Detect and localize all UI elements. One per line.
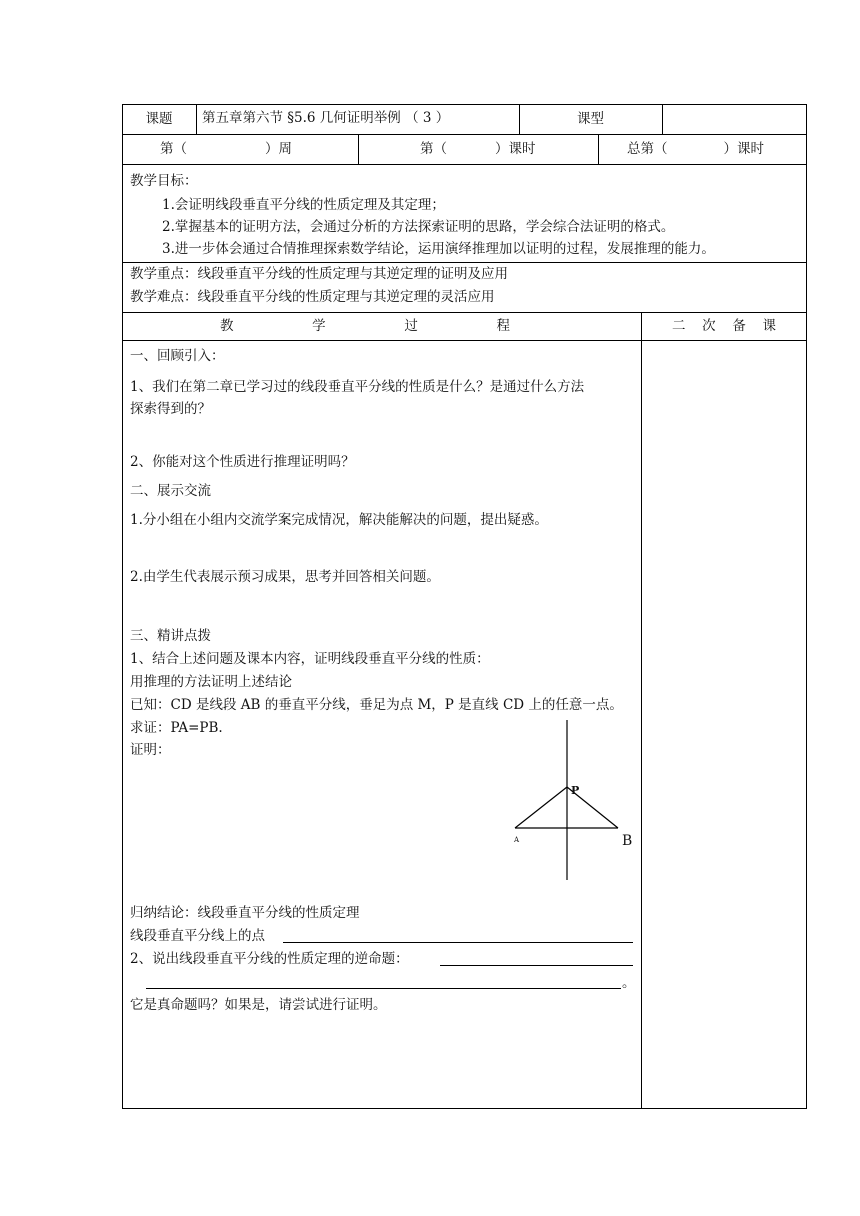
section-title: 一、回顾引入： [130, 348, 225, 364]
given-text: 已知：CD 是线段 AB 的垂直平分线，垂足为点 M，P 是直线 CD 上的任意一点。 [130, 697, 623, 713]
conclusion-blank[interactable] [283, 942, 633, 943]
key-point: 教学重点：线段垂直平分线的性质定理与其逆定理的证明及应用 [130, 266, 508, 282]
perpendicular-bisector-figure [505, 718, 665, 888]
objective-item: 3.进一步体会通过合情推理探索数学结论，运用演绎推理加以证明的过程，发展推理的能力。 [162, 241, 715, 257]
segment-pa [515, 787, 567, 828]
period-cell: 第（ ）课时 [420, 141, 536, 157]
table-border-top [122, 104, 807, 105]
question-text: 2、你能对这个性质进行推理证明吗？ [130, 454, 355, 470]
converse-text: 2、说出线段垂直平分线的性质定理的逆命题： [130, 951, 409, 967]
question-text: 1、我们在第二章已学习过的线段垂直平分线的性质是什么？是通过什么方法 [130, 379, 585, 395]
method-text: 用推理的方法证明上述结论 [130, 674, 292, 690]
process-header: 教 学 过 程 [220, 318, 510, 334]
col-divider [598, 134, 599, 164]
objectives-title: 教学目标： [130, 173, 198, 189]
activity-text: 1、结合上述问题及课本内容，证明线段垂直平分线的性质： [130, 651, 490, 667]
week-cell: 第（ ）周 [160, 141, 292, 157]
section-title: 二、展示交流 [130, 483, 211, 499]
section-title: 三、精讲点拨 [130, 628, 211, 644]
conclusion-fill: 线段垂直平分线上的点 [130, 928, 265, 944]
question-text: 探索得到的？ [130, 401, 211, 417]
row-divider [122, 164, 807, 165]
objective-item: 1.会证明线段垂直平分线的性质定理及其定理； [162, 197, 445, 213]
table-border-right [806, 104, 807, 1109]
converse-blank[interactable] [440, 965, 633, 966]
lesson-type-label: 课型 [577, 111, 604, 127]
period-mark: 。 [622, 975, 636, 991]
secondary-header: 二 次 备 课 [672, 318, 776, 334]
col-divider [641, 312, 642, 1109]
conclusion-text: 归纳结论：线段垂直平分线的性质定理 [130, 905, 360, 921]
col-divider [196, 104, 197, 134]
point-a-label: A [514, 836, 520, 844]
row-divider [122, 312, 807, 313]
proof-label: 证明： [130, 742, 171, 758]
objective-item: 2.掌握基本的证明方法，会通过分析的方法探索证明的思路，学会综合法证明的格式。 [162, 219, 675, 235]
row-divider [122, 340, 807, 341]
activity-text: 1.分小组在小组内交流学案完成情况，解决能解决的问题，提出疑惑。 [130, 512, 548, 528]
point-b-label: B [622, 833, 633, 849]
table-border-bottom [122, 1108, 807, 1109]
prove-text: 求证：PA=PB. [130, 720, 223, 736]
true-statement-text: 它是真命题吗？如果是，请尝试进行证明。 [130, 997, 387, 1013]
col-divider [358, 134, 359, 164]
converse-blank-line2[interactable] [146, 988, 621, 989]
col-divider [662, 104, 663, 134]
point-p-label: P [571, 784, 580, 797]
difficult-point: 教学难点：线段垂直平分线的性质定理与其逆定理的灵活应用 [130, 289, 495, 305]
activity-text: 2.由学生代表展示预习成果，思考并回答相关问题。 [130, 569, 440, 585]
topic-label: 课题 [145, 111, 173, 127]
row-divider [122, 262, 807, 263]
topic-value: 第五章第六节 §5.6 几何证明举例 （ 3 ） [202, 110, 450, 126]
total-period-cell: 总第（ ）课时 [627, 141, 764, 157]
table-border-left [122, 104, 123, 1109]
row-divider [122, 134, 807, 135]
